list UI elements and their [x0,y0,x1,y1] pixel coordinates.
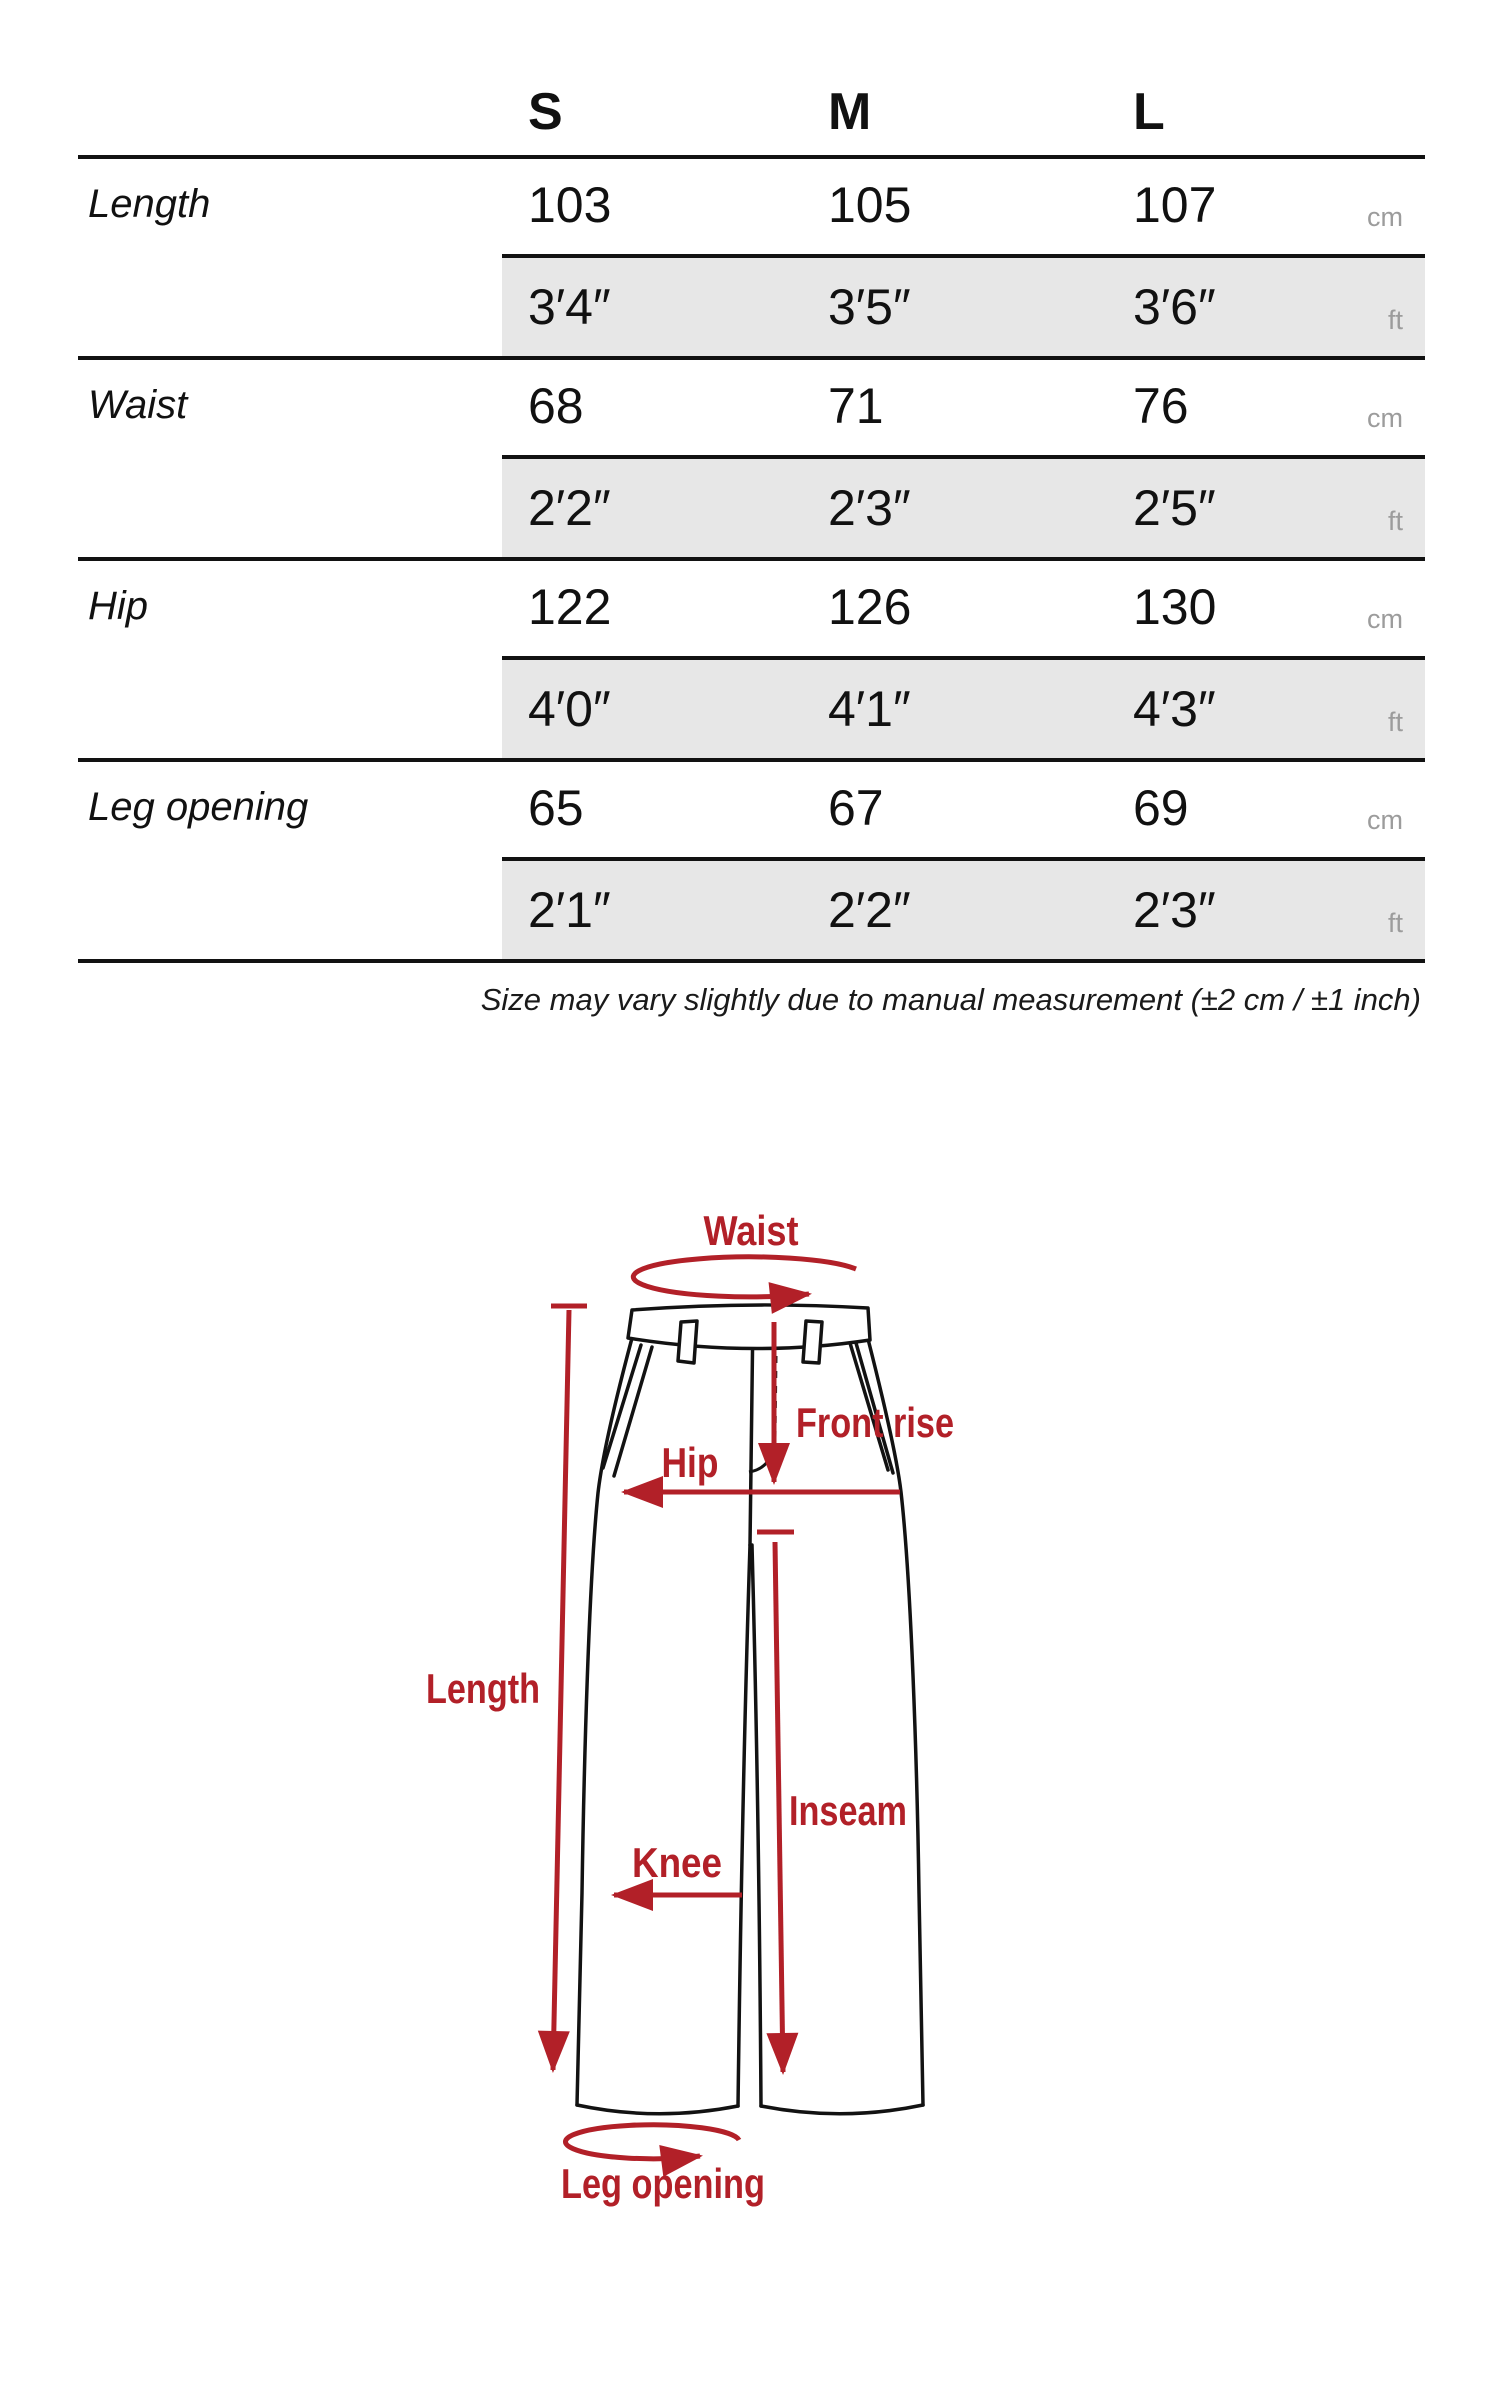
belt-loop [678,1321,697,1363]
column-header-m: M [828,83,872,141]
leg-opening-label: Leg opening [561,2160,765,2207]
table-cell: 2′2″ [528,480,611,536]
measurement-note: Size may vary slightly due to manual measurement (±2 cm / ±1 inch) [480,982,1421,1017]
table-cell: 126 [828,578,912,635]
unit-label-cm: cm [1367,202,1403,232]
unit-label-ft: ft [1387,304,1403,335]
table-cell: 68 [528,377,584,434]
row-label: Leg opening [88,785,309,829]
right-hem [761,2105,923,2114]
column-header-s: S [528,83,563,141]
table-cell: 103 [528,176,612,233]
table-cell: 2′2″ [828,882,911,938]
table-cell: 4′1″ [828,681,911,737]
waistband [628,1305,870,1349]
unit-label-cm: cm [1367,805,1403,835]
table-cell: 67 [828,779,884,836]
table-cell: 130 [1133,578,1217,635]
left-inseam-edge [738,1545,750,2106]
table-cell: 69 [1133,779,1189,836]
hip-label: Hip [661,1439,719,1486]
left-side-seam [577,1338,632,2105]
waist-girth-arrow [633,1257,856,1297]
inseam-label: Inseam [789,1787,907,1834]
table-cell: 107 [1133,176,1217,233]
table-cell: 3′4″ [528,279,611,335]
measurement-arrows [551,1257,900,2159]
leg-opening-girth-arrow [565,2125,739,2159]
table-cell: 3′5″ [828,279,911,335]
length-label: Length [426,1665,540,1712]
belt-loop [803,1321,822,1363]
waist-label: Waist [703,1207,799,1254]
knee-label: Knee [632,1839,722,1886]
unit-label-cm: cm [1367,403,1403,433]
right-inseam-edge [752,1545,761,2106]
inseam-arrow [775,1542,783,2072]
table-cell: 2′1″ [528,882,611,938]
table-cell: 65 [528,779,584,836]
unit-label-ft: ft [1387,907,1403,938]
right-side-seam [868,1339,923,2105]
table-cell: 105 [828,176,912,233]
column-header-l: L [1133,83,1165,141]
table-cell: 2′3″ [1133,882,1216,938]
front-rise-label: Front rise [796,1399,954,1446]
row-label: Hip [88,584,149,628]
unit-label-ft: ft [1387,505,1403,536]
table-cell: 4′3″ [1133,681,1216,737]
table-cell: 2′3″ [828,480,911,536]
row-label: Waist [88,383,188,427]
table-cell: 2′5″ [1133,480,1216,536]
table-cell: 76 [1133,377,1189,434]
left-hem [577,2105,738,2114]
unit-label-cm: cm [1367,604,1403,634]
table-cell: 71 [828,377,884,434]
table-cell: 3′6″ [1133,279,1216,335]
table-cell: 4′0″ [528,681,611,737]
row-label: Length [88,182,211,226]
length-arrow [553,1310,569,2070]
table-cell: 122 [528,578,612,635]
unit-label-ft: ft [1387,706,1403,737]
